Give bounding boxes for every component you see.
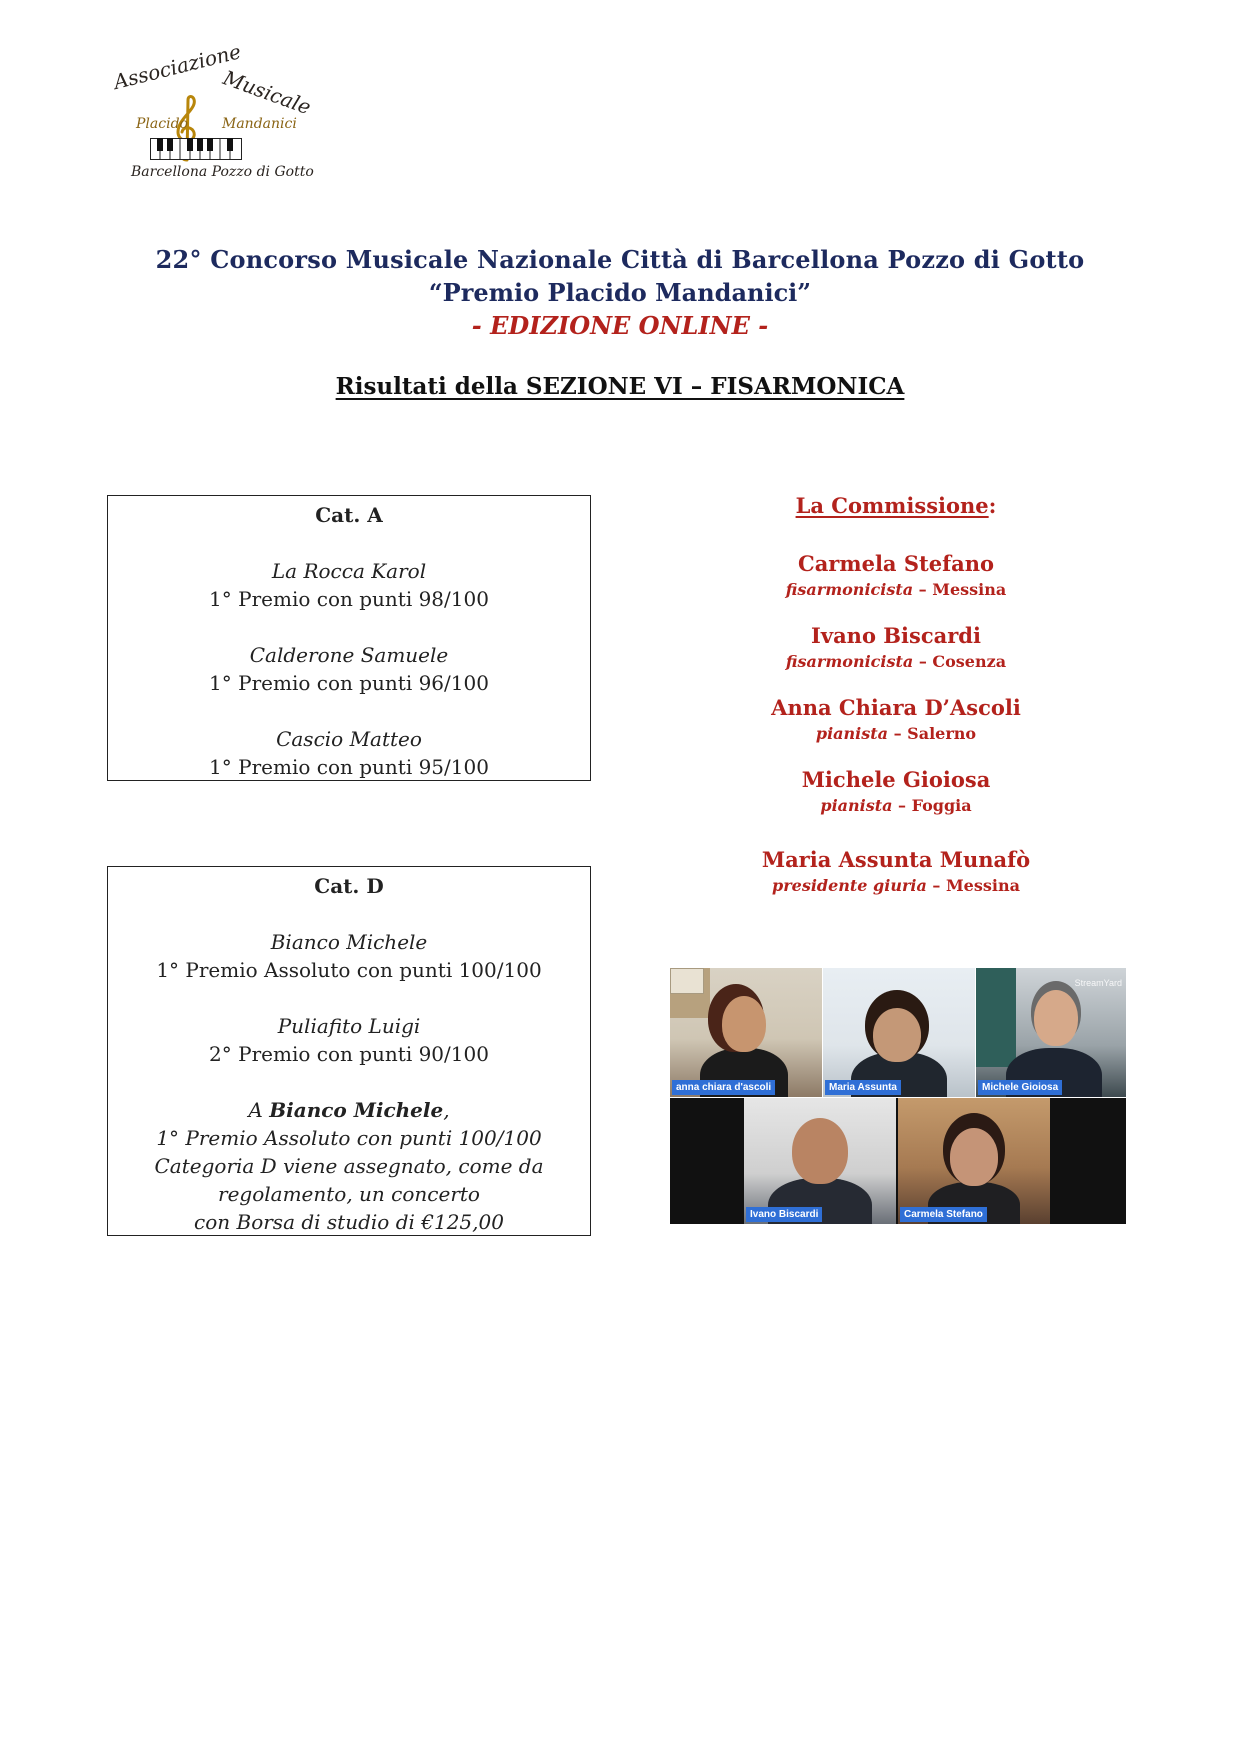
award-note-line: Categoria D viene assegnato, come da	[154, 1154, 544, 1178]
commission-title-text: La Commissione	[795, 493, 989, 518]
commission-title-colon: :	[988, 493, 997, 518]
jury-member	[738, 549, 1054, 601]
winner-name: Calderone Samuele	[249, 643, 449, 667]
participant-tile	[670, 968, 822, 1097]
participant-head	[950, 1128, 998, 1186]
curtain	[976, 968, 1016, 1067]
category-d-box	[107, 866, 591, 1236]
wall-picture	[670, 968, 704, 994]
participant-tile	[744, 1098, 896, 1224]
winner-name: Cascio Matteo	[276, 727, 422, 751]
jury-member-name: Maria Assunta Munafò	[761, 847, 1031, 872]
participant-head	[1034, 990, 1078, 1046]
jury-member-role-title: fisarmonicista	[785, 580, 914, 599]
jury-member-role-title: pianista	[820, 796, 893, 815]
award-note-line: 1° Premio Assoluto con punti 100/100	[156, 1126, 542, 1150]
jury-member-role	[738, 795, 1054, 817]
participant-tile	[823, 968, 975, 1097]
category-a-box	[107, 495, 591, 781]
jury-member-role	[738, 875, 1054, 897]
winner-name: La Rocca Karol	[271, 559, 427, 583]
jury-member-role	[738, 579, 1054, 601]
jury-member-place: – Messina	[926, 876, 1020, 895]
logo-text-associazione: Associazione	[111, 39, 244, 94]
award-note-prefix: A	[248, 1098, 270, 1122]
winner-name: Bianco Michele	[270, 930, 428, 954]
category-title: Cat. D	[314, 874, 384, 898]
award-note-line	[108, 1096, 590, 1124]
jury-member	[738, 621, 1054, 673]
participant-name-label: Ivano Biscardi	[746, 1207, 822, 1222]
winner-result: 1° Premio con punti 95/100	[209, 755, 489, 779]
participant-name-label: Carmela Stefano	[900, 1207, 987, 1222]
jury-member-place: – Salerno	[888, 724, 977, 743]
winner-result: 1° Premio con punti 98/100	[209, 587, 489, 611]
jury-member	[738, 765, 1054, 817]
jury-member-place: – Messina	[913, 580, 1007, 599]
winner-entry	[108, 928, 590, 984]
commission-title	[738, 493, 1054, 518]
logo-text-placido: Placido	[136, 116, 188, 132]
award-note-line: regolamento, un concerto	[218, 1182, 480, 1206]
competition-title: 22° Concorso Musicale Nazionale Città di Barcellona Pozzo di Gotto	[155, 245, 1085, 274]
jury-member-name: Michele Gioiosa	[801, 767, 991, 792]
winner-name: Puliafito Luigi	[277, 1014, 421, 1038]
participant-head	[722, 996, 766, 1052]
participant-name-label: anna chiara d'ascoli	[672, 1080, 775, 1095]
prize-name: “Premio Placido Mandanici”	[428, 278, 812, 307]
logo-text-musicale: Musicale	[220, 65, 315, 120]
participant-head	[792, 1118, 848, 1184]
jury-member	[738, 845, 1054, 897]
participant-tile	[976, 968, 1126, 1097]
winner-entry	[108, 725, 590, 781]
logo-text-city: Barcellona Pozzo di Gotto	[131, 164, 314, 180]
winner-result: 1° Premio Assoluto con punti 100/100	[156, 958, 542, 982]
section-title: Risultati della SEZIONE VI – FISARMONICA	[335, 373, 905, 400]
winner-entry	[108, 557, 590, 613]
category-title: Cat. A	[315, 503, 383, 527]
logo-text-mandanici: Mandanici	[222, 116, 297, 132]
jury-member-name: Ivano Biscardi	[811, 623, 981, 648]
winner-result: 1° Premio con punti 96/100	[209, 671, 489, 695]
edition-label: - EDIZIONE ONLINE -	[471, 311, 769, 340]
association-logo	[111, 39, 315, 192]
jury-member-name: Anna Chiara D’Ascoli	[771, 695, 1021, 720]
jury-member-place: – Foggia	[892, 796, 972, 815]
jury-member-role	[738, 723, 1054, 745]
jury-member-role	[738, 651, 1054, 673]
winner-entry	[108, 641, 590, 697]
jury-member-place: – Cosenza	[913, 652, 1007, 671]
winner-entry	[108, 1012, 590, 1068]
jury-member-role-title: pianista	[815, 724, 889, 743]
award-note-line: con Borsa di studio di €125,00	[194, 1210, 504, 1234]
participant-name-label: Michele Gioiosa	[978, 1080, 1062, 1095]
award-note-winner: Bianco Michele	[269, 1098, 444, 1122]
jury-member-name: Carmela Stefano	[797, 551, 994, 576]
jury-member-role-title: presidente giuria	[772, 876, 927, 895]
piano-keys-icon	[150, 138, 242, 160]
participant-name-label: Maria Assunta	[825, 1080, 901, 1095]
award-note	[108, 1096, 590, 1236]
jury-member-role-title: fisarmonicista	[785, 652, 914, 671]
jury-commission	[738, 493, 1054, 897]
jury-member	[738, 693, 1054, 745]
participant-tile	[898, 1098, 1050, 1224]
winner-result: 2° Premio con punti 90/100	[209, 1042, 489, 1066]
video-call-screenshot	[668, 968, 1126, 1224]
participant-head	[873, 1008, 921, 1062]
award-note-comma: ,	[443, 1098, 450, 1122]
streamyard-watermark: StreamYard	[1074, 978, 1122, 988]
